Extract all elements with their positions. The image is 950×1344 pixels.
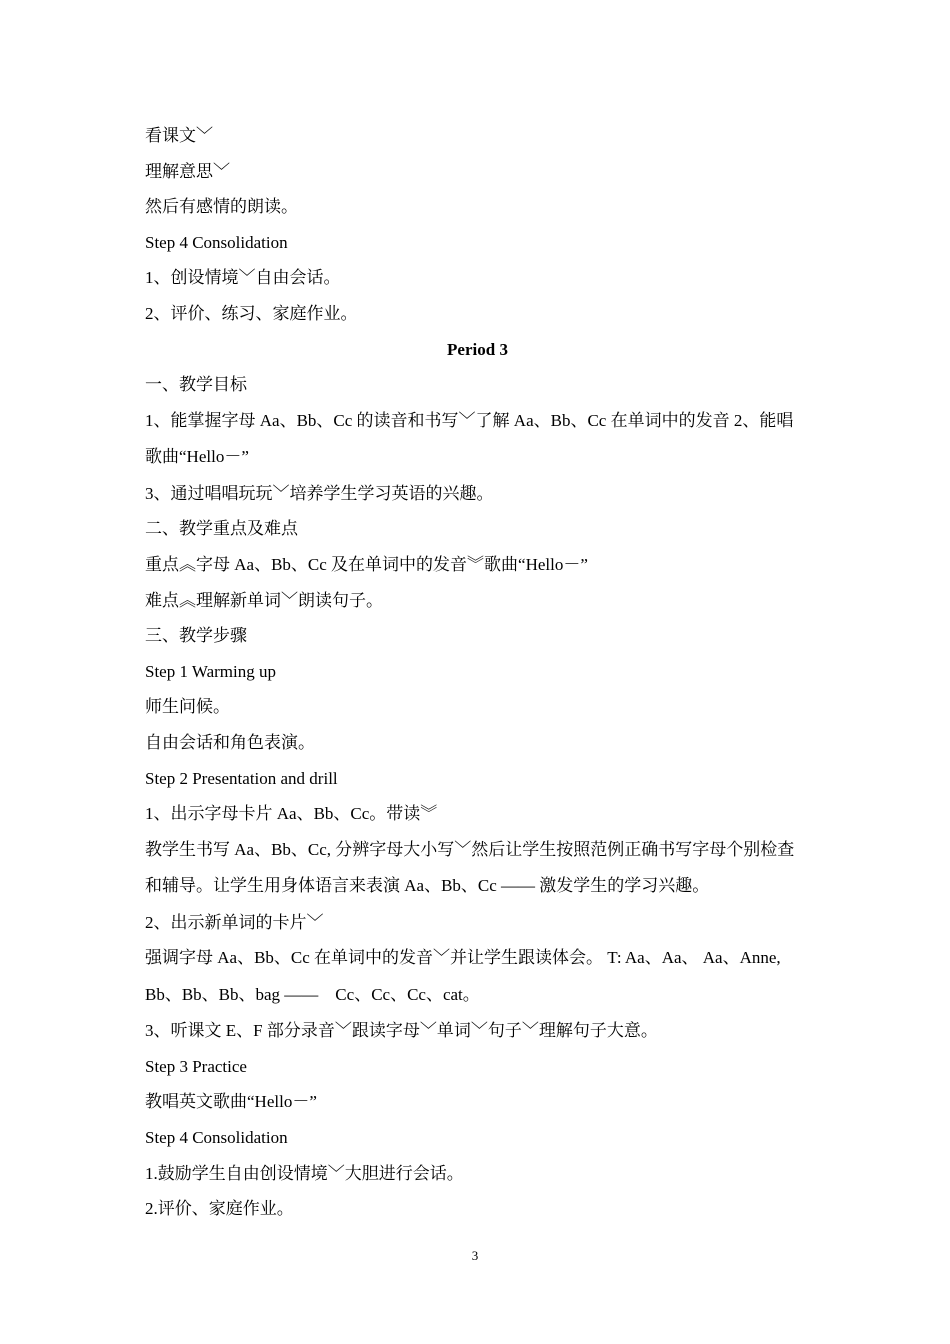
text-line: 看课文﹀ [145, 126, 213, 145]
text-paragraph: 教学生书写 Aa、Bb、Cc, 分辨字母大小写﹀然后让学生按照范例正确书写字母个别检查和辅导。让学生用身体语言来表演 Aa、Bb、Cc —— 激发学生的学习兴趣。 [145, 839, 795, 896]
text-line: 1、出示字母卡片 Aa、Bb、Cc。带读︾ [145, 804, 438, 824]
step-heading: Step 3 Practice [145, 1056, 247, 1076]
text-line: 2.评价、家庭作业。 [145, 1199, 294, 1219]
text-line: 理解意思﹀ [145, 161, 230, 181]
objective-paragraph: 3、通过唱唱玩玩﹀培养学生学习英语的兴趣。 [145, 483, 494, 503]
text-line: 教唱英文歌曲“Hello－” [145, 1092, 317, 1112]
text-line: 2、评价、练习、家庭作业。 [145, 303, 358, 323]
section-title: 一、教学目标 [145, 375, 247, 395]
step-heading: Step 4 Consolidation [145, 1128, 288, 1148]
page-number: 3 [471, 1248, 479, 1263]
key-point: 重点︽字母 Aa、Bb、Cc 及在单词中的发音︾歌曲“Hello－” [145, 554, 588, 574]
text-line: 师生问候。 [145, 697, 230, 717]
objective-paragraph: 1、能掌握字母 Aa、Bb、Cc 的读音和书写﹀了解 Aa、Bb、Cc 在单词中的发音 2、能唱歌曲“Hello－” [145, 410, 794, 467]
text-line: 2、出示新单词的卡片﹀ [145, 912, 324, 932]
step-heading: Step 2 Presentation and drill [145, 768, 338, 788]
difficult-point: 难点︽理解新单词﹀朗读句子。 [145, 590, 383, 610]
document-body [145, 118, 810, 1227]
section-title: 二、教学重点及难点 [145, 519, 298, 539]
step-heading: Step 1 Warming up [145, 661, 277, 681]
step-heading: Step 4 Consolidation [145, 232, 288, 252]
section-title: 三、教学步骤 [145, 626, 247, 646]
text-line: 自由会话和角色表演。 [145, 732, 315, 752]
text-line: 3、听课文 E、F 部分录音﹀跟读字母﹀单词﹀句子﹀理解句子大意。 [145, 1021, 658, 1041]
period-heading: Period 3 [447, 339, 508, 359]
text-line: 1.鼓励学生自由创设情境﹀大胆进行会话。 [145, 1163, 464, 1183]
text-line: 1、创设情境﹀自由会话。 [145, 268, 341, 288]
text-line: 然后有感情的朗读。 [145, 197, 298, 217]
text-paragraph: 强调字母 Aa、Bb、Cc 在单词中的发音﹀并让学生跟读体会。 T: Aa、Aa、 Aa、Anne, Bb、Bb、Bb、bag —— Cc、Cc、Cc、cat。 [145, 948, 781, 1004]
